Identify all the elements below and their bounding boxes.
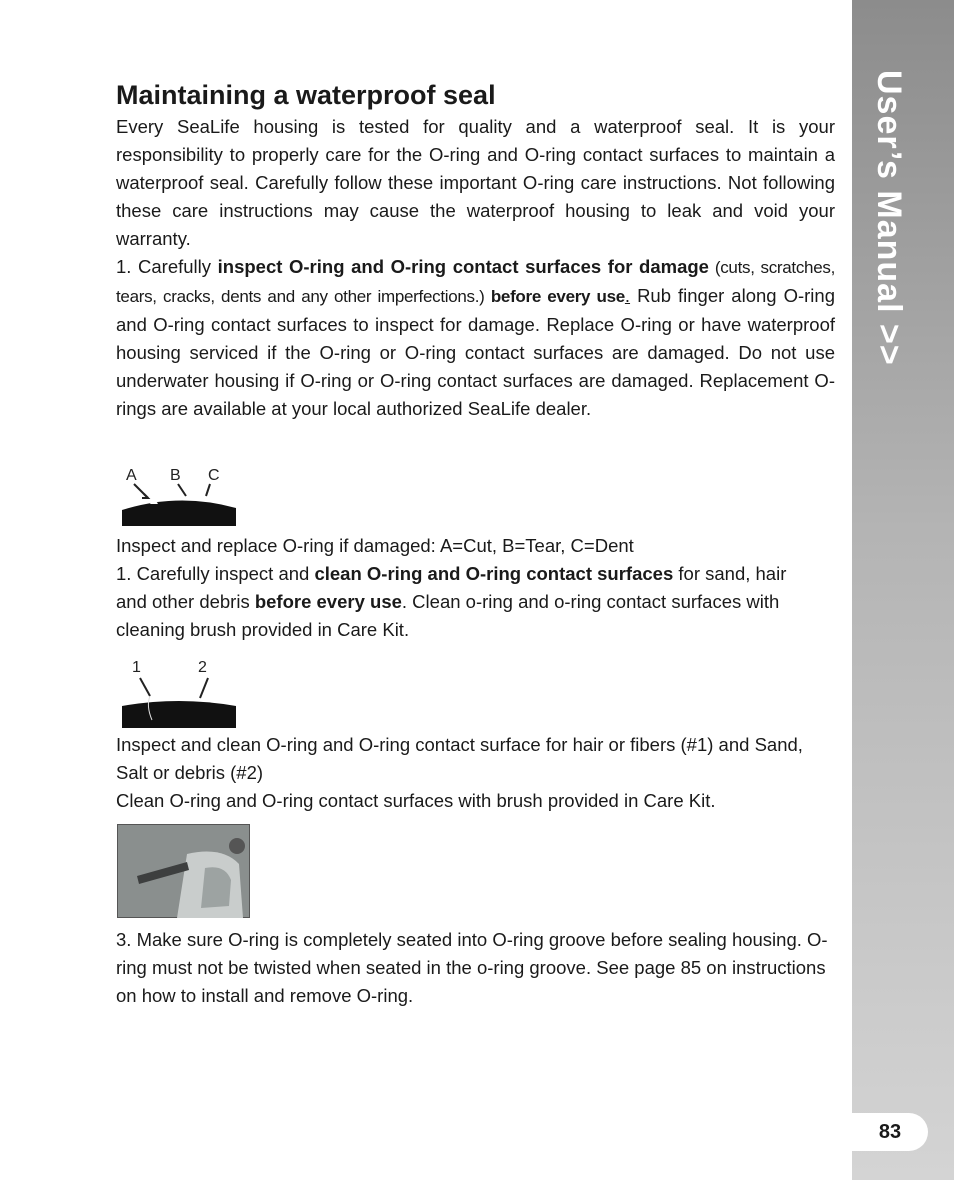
step1-mid: (cuts, scratches, tears, cracks, dents and any other imperfections.) — [116, 258, 835, 306]
step2-paragraph — [116, 560, 796, 644]
manual-title: User’s Manual >> — [870, 70, 908, 366]
arrow-2 — [200, 678, 208, 698]
step1-prefix: 1. Carefully — [116, 256, 218, 277]
page-number: 83 — [852, 1113, 928, 1151]
step2-rest: . Clean o-ring and o-ring contact surfaces with cleaning brush provided in Care Kit. — [116, 591, 780, 640]
label-b: B — [170, 467, 181, 484]
label-1: 1 — [132, 659, 141, 676]
arrow-c — [206, 484, 210, 496]
figure-debris-caption-2: Clean O-ring and O-ring contact surfaces with brush provided in Care Kit. — [116, 790, 716, 811]
label-c: C — [208, 467, 220, 484]
oring-debris-band — [122, 701, 236, 728]
label-2: 2 — [198, 659, 207, 676]
step1-rest: Rub finger along O-ring and O-ring contact surfaces to inspect for damage. Replace O-ring or have waterproof housing serviced if the O-ring or O-ring contact surfaces are damaged. Do not use underwater housing if O-ring or O-ring contact surfaces are damaged. Replacement O-rings are available at your local authorized SeaLife dealer. — [116, 285, 835, 419]
step1-paragraph — [116, 253, 835, 423]
figure-debris-caption: Inspect and clean O-ring and O-ring contact surface for hair or fibers (#1) and Sand, Salt or debris (#2) — [116, 734, 803, 783]
oring-debris-figure — [120, 650, 238, 730]
tear-mark — [198, 496, 210, 501]
section-title: Maintaining a waterproof seal — [116, 80, 496, 110]
housing-window — [201, 867, 231, 908]
cleaning-brush-photo — [117, 824, 250, 918]
step2-bold-every-use: before every use — [254, 591, 402, 612]
figure-damage-caption: Inspect and replace O-ring if damaged: A=Cut, B=Tear, C=Dent — [116, 535, 634, 556]
step3-paragraph: 3. Make sure O-ring is completely seated into O-ring groove before sealing housing. O-ring must not be twisted when seated in the o-ring groove. See page 85 on instructions on how to install and remove O-ring. — [116, 929, 828, 1006]
housing-knob — [229, 838, 245, 854]
oring-damage-band — [122, 500, 236, 526]
arrow-b — [178, 484, 186, 496]
step1-bold-inspect: inspect O-ring and O-ring contact surfaces for damage — [217, 256, 709, 277]
arrow-1 — [140, 678, 150, 696]
cut-mark — [150, 498, 158, 504]
arrowhead-a — [142, 494, 148, 498]
step2-prefix: 1. Carefully inspect and — [116, 563, 315, 584]
step2-bold-clean: clean O-ring and O-ring contact surfaces — [314, 563, 674, 584]
step1-period: . — [624, 285, 631, 306]
intro-paragraph: Every SeaLife housing is tested for quality and a waterproof seal. It is your responsibility to properly care for the O-ring and O-ring contact surfaces to maintain a waterproof seal. Carefully follow these important O-ring care instructions. Not following these care instructions may cause the waterproof housing to leak and void your warranty. — [116, 116, 835, 249]
step2-mid: for sand, hair and other debris — [116, 563, 787, 612]
oring-damage-figure — [120, 458, 238, 528]
label-a: A — [126, 467, 137, 484]
step1-bold-every-use: before every use — [490, 287, 625, 306]
